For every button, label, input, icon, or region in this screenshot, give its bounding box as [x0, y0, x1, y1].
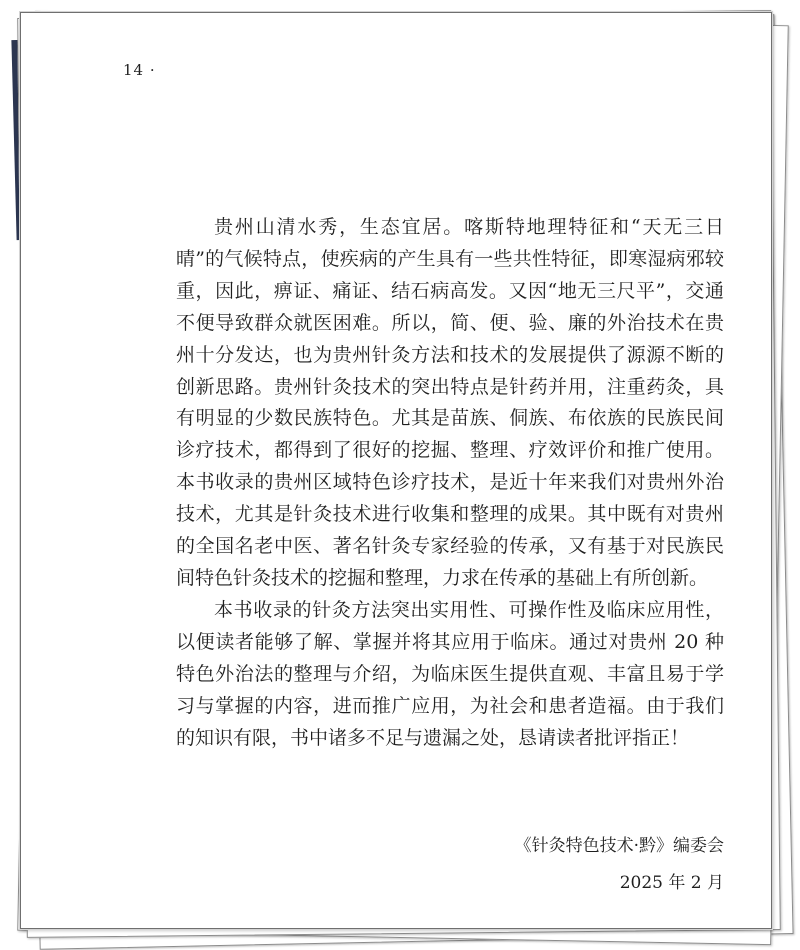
document-page [20, 12, 772, 929]
paragraph-1: 贵州山清水秀，生态宜居。喀斯特地理特征和“天无三日晴”的气候特点，使疾病的产生具有一些共性特征，即寒湿病邪较重，因此，痹证、痛证、结石病高发。又因“地无三尺平”，交通不便导致群众就医困难。所以，简、便、验、廉的外治技术在贵州十分发达，也为贵州针灸方法和技术的发展提供了源源不断的创新思路。贵州针灸技术的突出特点是针药并用，注重药灸，具有明显的少数民族特色。尤其是苗族、侗族、布依族的民族民间诊疗技术，都得到了很好的挖掘、整理、疗效评价和推广使用。本书收录的贵州区域特色诊疗技术，是近十年来我们对贵州外治技术，尤其是针灸技术进行收集和整理的成果。其中既有对贵州的全国名老中医、著名针灸专家经验的传承，又有基于对民族民间特色针灸技术的挖掘和整理，力求在传承的基础上有所创新。 [176, 216, 724, 589]
signature-editor: 《针灸特色技术·黔》编委会 [514, 836, 724, 856]
paragraph-2: 本书收录的针灸方法突出实用性、可操作性及临床应用性，以便读者能够了解、掌握并将其应用于临床。通过对贵州 20 种特色外治法的整理与介绍，为临床医生提供直观、丰富且易于学习与掌握的内容，进而推广应用，为社会和患者造福。由于我们的知识有限，书中诸多不足与遗漏之处，恳请读者批评指正！ [176, 598, 724, 749]
signature-date: 2025 年 2 月 [619, 873, 724, 893]
page-number: 14 · [123, 61, 156, 79]
preface-body [176, 212, 724, 754]
